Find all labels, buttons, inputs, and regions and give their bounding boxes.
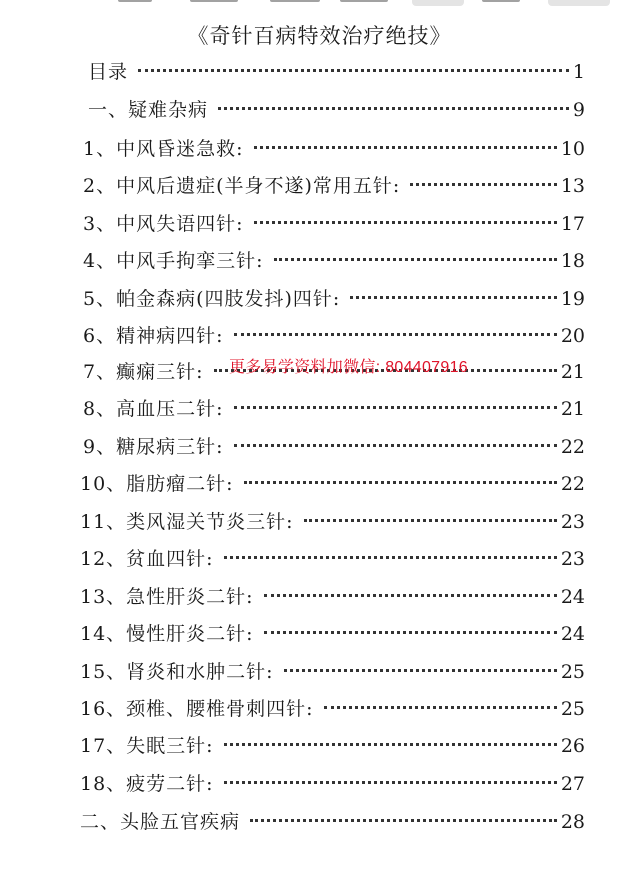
toc-entry xyxy=(83,246,585,276)
toc-entry-label: 3、中风失语四针: xyxy=(83,213,244,235)
document-title: 《奇针百病特效治疗绝技》 xyxy=(187,24,452,48)
toc-entry xyxy=(80,619,585,649)
toc-entry-label: 6、精神病四针: xyxy=(83,325,224,347)
toc-entry-label: 2、中风后遗症(半身不遂)常用五针: xyxy=(83,175,401,197)
toc-entry-label: 17、失眠三针: xyxy=(80,735,214,757)
toc-entry-label: 10、脂肪瘤二针: xyxy=(80,473,234,495)
toc-entry xyxy=(83,134,585,164)
toc-entry xyxy=(88,95,585,125)
toc-entry-label: 9、糖尿病三针: xyxy=(83,436,224,458)
toc-entry-label: 13、急性肝炎二针: xyxy=(80,586,254,608)
toc-dot-leader xyxy=(244,481,557,484)
toc-entry-label: 二、头脸五官疾病 xyxy=(80,811,241,833)
toc-entry xyxy=(88,57,585,87)
toc-entry xyxy=(80,807,585,837)
toc-entry xyxy=(83,284,585,314)
toc-entry xyxy=(83,394,585,424)
toc-entry-page-number: 21 xyxy=(560,361,585,383)
toc-entry xyxy=(80,469,585,499)
toc-entry xyxy=(80,731,585,761)
toc-dot-leader xyxy=(234,444,557,447)
toc-entry-page-number: 23 xyxy=(560,548,585,570)
toc-entry-page-number: 23 xyxy=(560,511,585,533)
toc-entry xyxy=(80,694,585,724)
toc-dot-leader xyxy=(324,706,557,709)
toc-entry xyxy=(80,657,585,687)
toc-dot-leader xyxy=(410,183,556,186)
toc-dot-leader xyxy=(284,669,557,672)
toc-entry-label: 8、高血压二针: xyxy=(83,398,224,420)
toc-entry-page-number: 22 xyxy=(560,436,585,458)
toc-entry xyxy=(80,507,585,537)
toc-dot-leader xyxy=(234,333,557,336)
toc-entry-page-number: 19 xyxy=(560,288,585,310)
toc-entry-page-number: 26 xyxy=(560,735,585,757)
toc-dot-leader xyxy=(350,296,556,299)
toc-entry xyxy=(80,769,585,799)
toc-dot-leader xyxy=(224,781,557,784)
toc-dot-leader xyxy=(254,146,557,149)
toc-entry-page-number: 18 xyxy=(560,250,585,272)
toc-entry-label: 16、颈椎、腰椎骨刺四针: xyxy=(80,698,314,720)
toc-entry xyxy=(83,209,585,239)
toc-entry-label: 5、帕金森病(四肢发抖)四针: xyxy=(83,288,341,310)
toc-dot-leader xyxy=(138,69,569,72)
toc-dot-leader xyxy=(250,819,557,822)
toc-entry-page-number: 17 xyxy=(560,213,585,235)
toc-dot-leader xyxy=(254,221,557,224)
toc-entry-label: 12、贫血四针: xyxy=(80,548,214,570)
toc-entry-label: 11、类风湿关节炎三针: xyxy=(80,511,294,533)
toc-entry xyxy=(83,321,585,351)
toc-entry-page-number: 13 xyxy=(560,175,585,197)
toc-entry xyxy=(83,171,585,201)
toc-entry-page-number: 25 xyxy=(560,698,585,720)
toc-dot-leader xyxy=(264,631,557,634)
toc-dot-leader xyxy=(274,258,557,261)
toc-entry-label: 14、慢性肝炎二针: xyxy=(80,623,254,645)
toc-entry-label: 1、中风昏迷急救: xyxy=(83,138,244,160)
toc-entry-page-number: 21 xyxy=(560,398,585,420)
toc-entry xyxy=(83,432,585,462)
toc-entry-label: 目录 xyxy=(88,61,129,83)
toc-entry-page-number: 10 xyxy=(560,138,585,160)
toc-entry-page-number: 24 xyxy=(560,586,585,608)
toc-entry-page-number: 28 xyxy=(560,811,585,833)
toc-entry-page-number: 20 xyxy=(560,325,585,347)
toc-dot-leader xyxy=(264,594,557,597)
toc-entry xyxy=(80,544,585,574)
toc-entry-label: 18、疲劳二针: xyxy=(80,773,214,795)
watermark-text: 更多易学资料加微信: 804407916 xyxy=(229,359,468,376)
toc-entry-label: 7、癫痫三针: xyxy=(83,361,204,383)
toc-entry-label: 15、肾炎和水肿二针: xyxy=(80,661,274,683)
toc-entry-page-number: 22 xyxy=(560,473,585,495)
toc-dot-leader xyxy=(218,107,569,110)
toc-entry-page-number: 24 xyxy=(560,623,585,645)
toc-entry-page-number: 1 xyxy=(572,61,585,83)
toc-dot-leader xyxy=(224,556,557,559)
toc-dot-leader xyxy=(234,406,557,409)
toc-entry-page-number: 27 xyxy=(560,773,585,795)
toc-entry-label: 4、中风手拘挛三针: xyxy=(83,250,264,272)
toc-dot-leader xyxy=(224,743,557,746)
toc-entry-page-number: 25 xyxy=(560,661,585,683)
toc-entry xyxy=(80,582,585,612)
toc-dot-leader xyxy=(304,519,557,522)
toc-entry-label: 一、疑难杂病 xyxy=(88,99,209,121)
toc-entry-page-number: 9 xyxy=(572,99,585,121)
